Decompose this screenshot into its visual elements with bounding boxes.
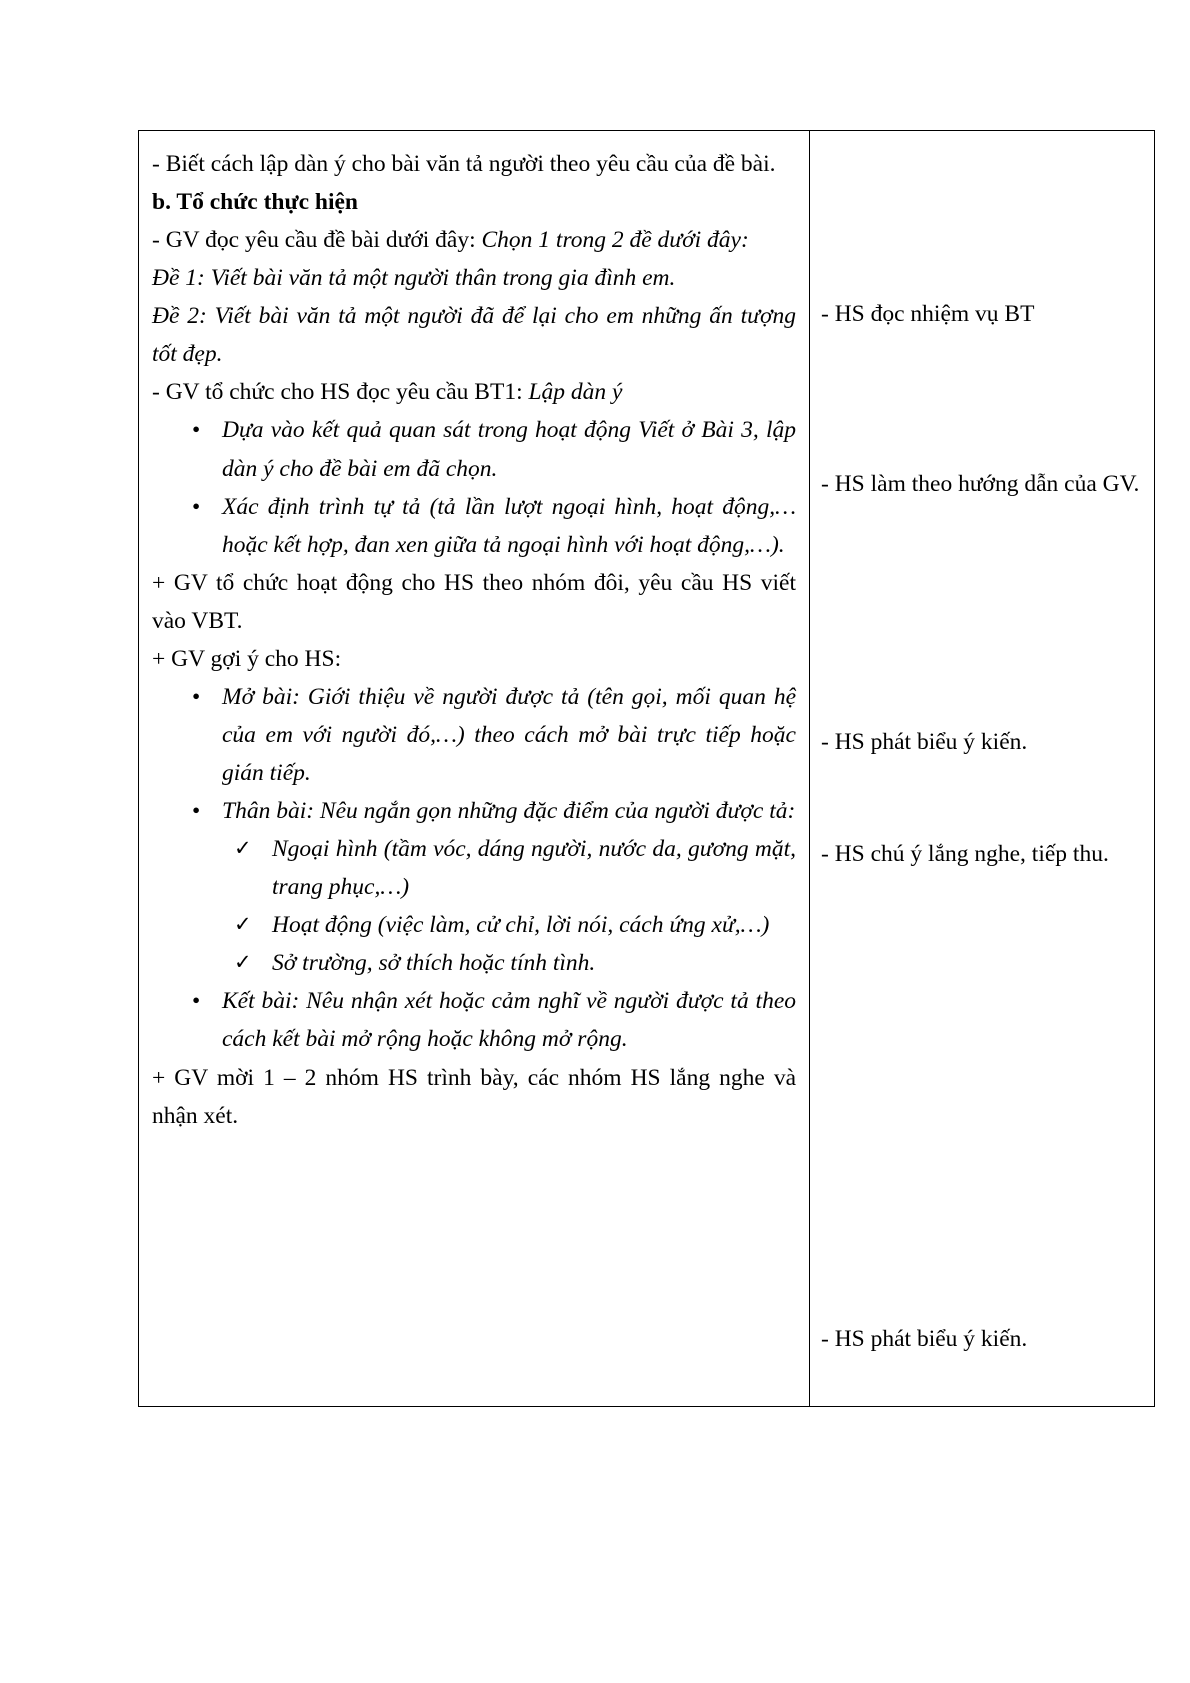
bullet-icon: •: [192, 493, 201, 520]
objective-text: - Biết cách lập dàn ý cho bài văn tả người theo yêu cầu của đề bài.: [152, 151, 776, 177]
student-activity-cell: [810, 131, 1155, 1407]
list-item-text: Kết bài: Nêu nhận xét hoặc cảm nghĩ về người được tả theo cách kết bài mở rộng hoặc không mở rộng.: [222, 988, 796, 1053]
check-icon: ✓: [234, 912, 252, 937]
list-item: [222, 830, 796, 906]
check-icon: ✓: [234, 950, 252, 975]
section-heading: b. Tổ chức thực hiện: [152, 189, 359, 216]
group-work-line: + GV tổ chức hoạt động cho HS theo nhóm đôi, yêu cầu HS viết vào VBT.: [152, 569, 796, 634]
hint-bullet-list: [152, 678, 796, 1059]
topic-2: Đề 2: Viết bài văn tả một người đã để lại cho em những ấn tượng tốt đẹp.: [152, 303, 796, 368]
list-item: [222, 944, 796, 982]
list-item-text: Hoạt động (việc làm, cử chỉ, lời nói, cách ứng xử,…): [272, 912, 770, 939]
teacher-activity-cell: [139, 131, 810, 1407]
gv-read-prefix: - GV đọc yêu cầu đề bài dưới đây:: [152, 227, 482, 254]
hints-heading: + GV gợi ý cho HS:: [152, 645, 342, 672]
list-item: [222, 906, 796, 944]
list-item-text: Mở bài: Giới thiệu về người được tả (tên gọi, mối quan hệ của em với người đó,…) theo cách mở bài trực tiếp hoặc gián tiếp.: [222, 683, 796, 786]
gv-read-italic: Chọn 1 trong 2 đề dưới đây:: [481, 227, 749, 254]
list-item: [152, 792, 796, 982]
list-item-text: Sở trường, sở thích hoặc tính tình.: [272, 950, 596, 977]
list-item: [152, 411, 796, 487]
bullet-icon: •: [192, 988, 201, 1015]
list-item-text: Dựa vào kết quả quan sát trong hoạt động Viết ở Bài 3, lập dàn ý cho đề bài em đã chọn.: [222, 417, 796, 482]
list-item: [152, 678, 796, 792]
bullet-icon: •: [192, 798, 201, 825]
closing-line: + GV mời 1 – 2 nhóm HS trình bày, các nhóm HS lắng nghe và nhận xét.: [152, 1064, 796, 1129]
student-note: - HS làm theo hướng dẫn của GV.: [821, 471, 1140, 497]
student-note: - HS phát biểu ý kiến.: [821, 729, 1028, 755]
check-sublist: [222, 830, 796, 982]
table-row: [139, 131, 1155, 1407]
list-item-text: Ngoại hình (tầm vóc, dáng người, nước da, gương mặt, trang phục,…): [272, 836, 796, 901]
bt1-bullet-list: [152, 411, 796, 563]
objective-line: [152, 145, 796, 183]
list-item-text: Xác định trình tự tả (tả lần lượt ngoại hình, hoạt động,… hoặc kết hợp, đan xen giữa tả ngoại hình với hoạt động,…).: [222, 493, 796, 558]
gv-read-assignment-line: [152, 221, 796, 259]
bt1-line: [152, 373, 796, 411]
student-note: - HS phát biểu ý kiến.: [821, 1326, 1028, 1352]
bt1-italic: Lập dàn ý: [528, 379, 623, 406]
student-note: - HS đọc nhiệm vụ BT: [821, 301, 1035, 327]
student-note: - HS chú ý lắng nghe, tiếp thu.: [821, 841, 1109, 867]
bullet-icon: •: [192, 683, 201, 710]
list-item: [152, 488, 796, 564]
check-icon: ✓: [234, 836, 252, 861]
topic-1: Đề 1: Viết bài văn tả một người thân trong gia đình em.: [152, 265, 676, 292]
bt1-prefix: - GV tổ chức cho HS đọc yêu cầu BT1:: [152, 379, 529, 406]
bullet-icon: •: [192, 417, 201, 444]
lesson-plan-table: [138, 130, 1155, 1407]
student-notes-stack: [821, 145, 1142, 1390]
list-item-text: Thân bài: Nêu ngắn gọn những đặc điểm của người được tả:: [222, 798, 796, 825]
list-item: [152, 982, 796, 1058]
